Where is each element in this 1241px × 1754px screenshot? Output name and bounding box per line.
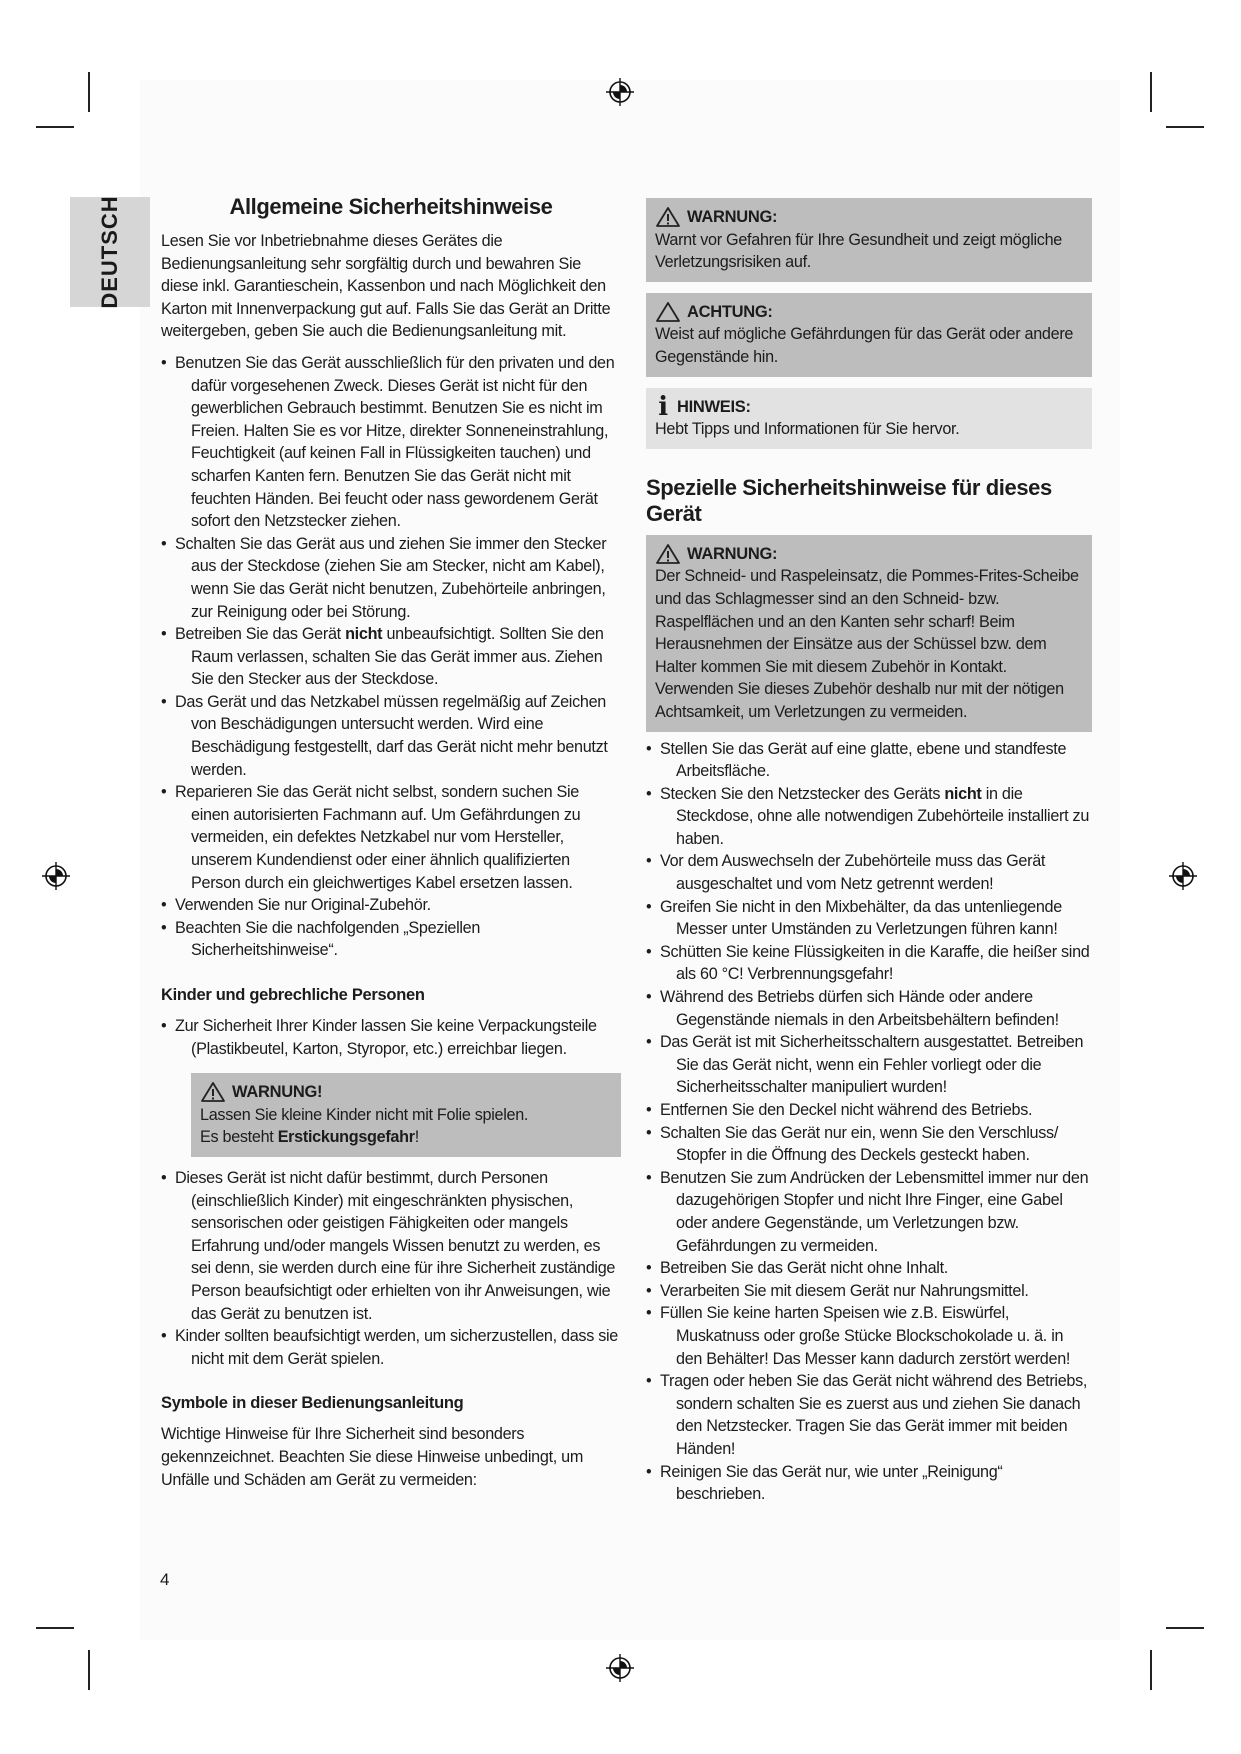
text-run: Es besteht [200, 1128, 278, 1147]
legend-text: Warnt vor Gefahren für Ihre Gesundheit und zeigt mögliche Verletzungsrisiken auf. [655, 230, 1062, 272]
warning-triangle-icon [655, 301, 681, 323]
list-item: • Stellen Sie das Gerät auf eine glatte, ebene und standfeste Arbeitsfläche. [646, 738, 1092, 783]
crop-mark [88, 72, 90, 112]
language-tab [70, 197, 150, 307]
crop-mark [1166, 126, 1204, 128]
registration-mark-icon [1168, 861, 1198, 891]
language-label: DEUTSCH [97, 195, 122, 309]
section-heading: Spezielle Sicherheitshinweise für dieses Gerät [646, 474, 1052, 526]
list-item: • Das Gerät und das Netzkabel müssen regelmäßig auf Zeichen von Beschädigungen untersucht werden. Wird eine Beschädigung festgestellt, darf das Gerät nicht mehr benutzt werden. [161, 691, 621, 781]
list-item: • Verarbeiten Sie mit diesem Gerät nur Nahrungsmittel. [646, 1280, 1092, 1303]
registration-mark-icon [605, 77, 635, 107]
list-item: • Entfernen Sie den Deckel nicht während des Betriebs. [646, 1099, 1092, 1122]
warning-title [655, 543, 1083, 566]
legend-title [655, 206, 1083, 229]
warning-triangle-icon [200, 1081, 226, 1103]
warning-triangle-icon [655, 206, 681, 228]
symbols-paragraph: Wichtige Hinweise für Ihre Sicherheit sind besonders gekennzeichnet. Beachten Sie diese Hinweise unbedingt, um Unfälle und Schäden am Gerät zu vermeiden: [161, 1425, 584, 1489]
list-item: • Reinigen Sie das Gerät nur, wie unter „Reinigung“ beschrieben. [646, 1461, 1092, 1506]
list-item: • Schalten Sie das Gerät aus und ziehen Sie immer den Stecker aus der Steckdose (ziehen Sie am Stecker, nicht am Kabel), wenn Sie das Gerät nicht benutzen, Zubehörteile anbringen, zur Reinigung oder bei Störung. [161, 533, 621, 623]
emphasis: nicht [944, 784, 982, 803]
crop-mark [1150, 72, 1152, 112]
info-icon: i [658, 391, 668, 422]
crop-mark [1150, 1650, 1152, 1690]
subsection-heading: Kinder und gebrechliche Personen [161, 986, 425, 1004]
section-heading: Allgemeine Sicherheitshinweise [229, 194, 553, 219]
legend-title-text: ACHTUNG: [687, 302, 773, 321]
legend-caution-box [646, 293, 1092, 377]
list-item: • Dieses Gerät ist nicht dafür bestimmt, durch Personen (einschließlich Kinder) mit eingeschränkten physischen, sensorischen oder geistigen Fähigkeiten oder mangels Erfahrung und/oder mangels Wissen benutzt zu werden, es sei denn, sie werden durch eine für ihre Sicherheit zuständige Person beaufsichtigt oder erhielten von ihr Anweisungen, wie das Gerät zu benutzen ist. [161, 1167, 621, 1325]
list-item: • Füllen Sie keine harten Speisen wie z.B. Eiswürfel, Muskatnuss oder große Stücke Blockschokolade u. ä. in den Behälter! Das Messer kann dadurch zerstört werden! [646, 1302, 1092, 1370]
children-list [161, 1015, 621, 1060]
warning-triangle-icon [655, 543, 681, 565]
text-run: ! [414, 1128, 419, 1147]
list-item: • Betreiben Sie das Gerät nicht ohne Inhalt. [646, 1257, 1092, 1280]
list-item: • Vor dem Auswechseln der Zubehörteile muss das Gerät ausgeschaltet und vom Netz getrennt werden! [646, 850, 1092, 895]
list-item: • Kinder sollten beaufsichtigt werden, um sicherzustellen, dass sie nicht mit dem Gerät spielen. [161, 1325, 621, 1370]
crop-mark [1166, 1627, 1204, 1629]
general-safety-list [161, 352, 621, 962]
text-run: in die Steckdose, ohne alle notwendigen Zubehörteile installiert zu haben. [676, 784, 1090, 848]
registration-mark-icon [41, 861, 71, 891]
list-item: • Greifen Sie nicht in den Mixbehälter, da das untenliegende Messer unter Umständen zu Verletzungen führen kann! [646, 896, 1092, 941]
text-run: Betreiben Sie das Gerät [175, 625, 346, 644]
emphasis: nicht [345, 625, 383, 644]
legend-title-text: HINWEIS: [677, 397, 751, 416]
list-item: • Beachten Sie die nachfolgenden „Speziellen Sicherheitshinweise“. [161, 917, 621, 962]
children-list-continued [161, 1167, 621, 1370]
registration-mark-icon [605, 1653, 635, 1683]
list-item: • Zur Sicherheit Ihrer Kinder lassen Sie keine Verpackungsteile (Plastikbeutel, Karton, Styropor, etc.) erreichbar liegen. [161, 1015, 621, 1060]
list-item: • Tragen oder heben Sie das Gerät nicht während des Betriebs, sondern schalten Sie es zuerst aus und ziehen Sie danach den Netzstecker. Tragen Sie das Gerät immer mit beiden Händen! [646, 1370, 1092, 1460]
right-column [646, 198, 1092, 1506]
text-run: Stecken Sie den Netzstecker des Geräts [660, 784, 945, 803]
text-run: unbeaufsichtigt. Sollten Sie den Raum verlassen, schalten Sie das Gerät immer aus. Ziehen Sie den Stecker aus der Steckdose. [191, 625, 604, 689]
left-column [161, 188, 621, 1491]
list-item: • Schütten Sie keine Flüssigkeiten in die Karaffe, die heißer sind als 60 °C! Verbrennungsgefahr! [646, 941, 1092, 986]
special-safety-list [646, 738, 1092, 1506]
emphasis: Erstickungsgefahr [277, 1128, 415, 1147]
warning-title-text: WARNUNG: [687, 544, 778, 563]
crop-mark [88, 1650, 90, 1690]
list-item: • Verwenden Sie nur Original-Zubehör. [161, 894, 621, 917]
legend-text: Hebt Tipps und Informationen für Sie hervor. [655, 420, 960, 439]
crop-mark [36, 126, 74, 128]
warning-title-text: WARNUNG! [232, 1083, 323, 1102]
crop-mark [36, 1627, 74, 1629]
child-warning-box [191, 1073, 621, 1157]
list-item [646, 783, 1092, 851]
list-item: • Reparieren Sie das Gerät nicht selbst, sondern suchen Sie einen autorisierten Fachmann auf. Um Gefährdungen zu vermeiden, ein defektes Netzkabel nur vom Hersteller, unserem Kundendienst oder einer ähnlich qualifizierten Person durch ein gleichwertiges Kabel ersetzen lassen. [161, 781, 621, 894]
list-item: • Während des Betriebs dürfen sich Hände oder andere Gegenstände niemals in den Arbeitsbehältern befinden! [646, 986, 1092, 1031]
intro-paragraph: Lesen Sie vor Inbetriebnahme dieses Gerätes die Bedienungsanleitung sehr sorgfältig durch und bewahren Sie diese inkl. Garantieschein, Kassenbon und nach Möglichkeit den Karton mit Innenverpackung gut auf. Falls Sie das Gerät an Dritte weitergeben, geben Sie auch die Bedienungsanleitung mit. [161, 232, 611, 341]
special-warning-box [646, 535, 1092, 732]
list-item: • Schalten Sie das Gerät nur ein, wenn Sie den Verschluss/ Stopfer in die Öffnung des Deckels gesteckt haben. [646, 1122, 1092, 1167]
list-item [161, 623, 621, 691]
legend-text: Weist auf mögliche Gefährdungen für das Gerät oder andere Gegenstände hin. [655, 325, 1074, 366]
legend-title-text: WARNUNG: [687, 208, 778, 226]
legend-title [655, 391, 1083, 422]
legend-title [655, 301, 1083, 324]
legend-warning-box [646, 198, 1092, 282]
list-item: • Benutzen Sie zum Andrücken der Lebensmittel immer nur den dazugehörigen Stopfer und nicht Ihre Finger, eine Gabel oder andere Gegenstände, um Verletzungen bzw. Gefährdungen zu vermeiden. [646, 1167, 1092, 1257]
warning-line: Lassen Sie kleine Kinder nicht mit Folie spielen. [200, 1105, 529, 1124]
legend-note-box [646, 388, 1092, 449]
warning-line [200, 1126, 612, 1149]
list-item: • Benutzen Sie das Gerät ausschließlich für den privaten und den dafür vorgesehenen Zweck. Dieses Gerät ist nicht für den gewerblichen Gebrauch bestimmt. Benutzen Sie es nicht im Freien. Halten Sie es vor Hitze, direkter Sonneneinstrahlung, Feuchtigkeit (auf keinen Fall in Flüssigkeiten tauchen) und scharfen Kanten fern. Benutzen Sie das Gerät nicht mit feuchten Händen. Bei feucht oder nass gewordenem Gerät sofort den Netzstecker ziehen. [161, 352, 621, 533]
subsection-heading: Symbole in dieser Bedienungsanleitung [161, 1394, 464, 1413]
list-item: • Das Gerät ist mit Sicherheitsschaltern ausgestattet. Betreiben Sie das Gerät nicht, wenn ein Fehler vorliegt oder die Sicherheitsschalter manipuliert wurden! [646, 1031, 1092, 1099]
warning-title [200, 1081, 612, 1104]
page-number: 4 [160, 1570, 170, 1589]
warning-text: Der Schneid- und Raspeleinsatz, die Pommes-Frites-Scheibe und das Schlagmesser sind an den Schneid- bzw. Raspelflächen und an den Kanten sehr scharf! Beim Herausnehmen der Einsätze aus der Schüssel bzw. dem Halter kommen Sie mit diesem Zubehör in Kontakt. Verwenden Sie dieses Zubehör deshalb nur mit der nötigen Achtsamkeit, um Verletzungen zu vermeiden. [655, 567, 1079, 721]
